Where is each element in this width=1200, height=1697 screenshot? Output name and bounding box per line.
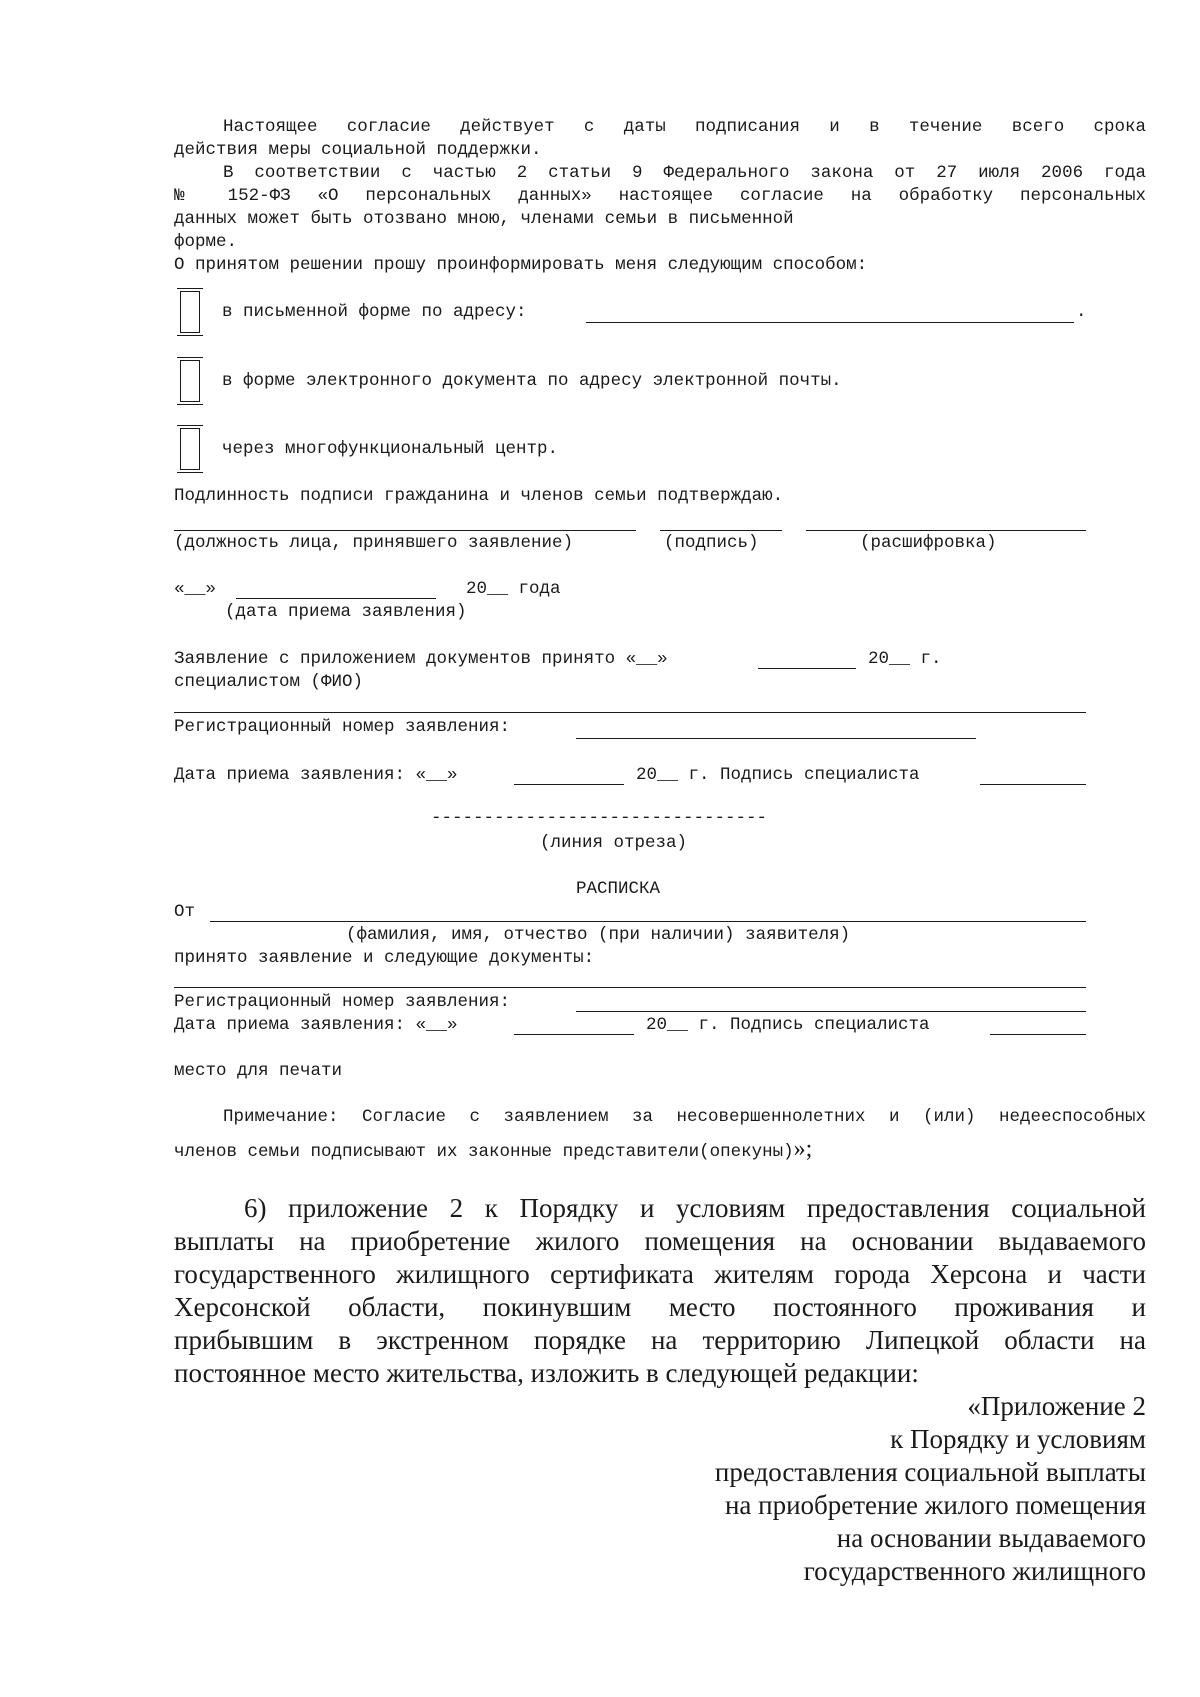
note-line-1: Примечание: Согласие с заявлением за несовершеннолетних и (или) недееспособных: [223, 1107, 1146, 1127]
specialist-label: специалистом (ФИО): [174, 672, 364, 692]
appendix-line-2: к Порядку и условиям: [890, 1424, 1146, 1454]
amendment-line-6: постоянное место жительства, изложить в следующей редакции:: [174, 1358, 919, 1388]
option-email-label: в форме электронного документа по адресу электронной почты.: [222, 371, 842, 391]
amendment-line-1: 6) приложение 2 к Порядку и условиям предоставления социальной: [244, 1193, 1146, 1223]
appendix-line-4: на приобретение жилого помещения: [724, 1490, 1146, 1520]
position-caption: (должность лица, принявшего заявление): [174, 533, 574, 553]
consent-line-1: Настоящее согласие действует с даты подписания и в течение всего срока: [223, 117, 1146, 137]
consent-line-4: № 152-ФЗ «О персональных данных» настоящее согласие на обработку персональных: [174, 186, 1146, 206]
receipt-reg-number-line[interactable]: [576, 1011, 1086, 1012]
receipt-date-text: Дата приема заявления: «__»: [174, 1015, 458, 1035]
receipt-documents-line[interactable]: [174, 987, 1086, 988]
date-month-line[interactable]: [236, 598, 436, 599]
amendment-line-5: прибывшим в экстренном порядке на территорию Липецкой области на: [174, 1325, 1146, 1355]
reg-number-line[interactable]: [576, 738, 976, 739]
appendix-line-6: государственного жилищного: [803, 1556, 1146, 1586]
consent-line-2: действия меры социальной поддержки.: [174, 140, 542, 160]
checkbox-email[interactable]: [180, 360, 200, 402]
option-postal-suffix: .: [1076, 302, 1087, 322]
receipt-from-line[interactable]: [210, 921, 1086, 922]
receipt-reg-number-label: Регистрационный номер заявления:: [174, 992, 511, 1012]
receipt-date-year-text: 20__ г. Подпись специалиста: [646, 1015, 930, 1035]
accepted-month-line[interactable]: [758, 668, 856, 669]
checkbox-postal[interactable]: [180, 291, 200, 333]
amendment-line-4: Херсонской области, покинувшим место постоянного проживания и: [174, 1292, 1146, 1322]
stamp-place-label: место для печати: [174, 1061, 343, 1081]
accept-specialist-sign-line[interactable]: [980, 784, 1086, 785]
accept-date-month-line[interactable]: [514, 784, 624, 785]
postal-address-line[interactable]: [586, 322, 1074, 323]
accepted-year-text: 20__ г.: [868, 649, 942, 669]
accepted-text: Заявление с приложением документов принято «__»: [174, 649, 668, 669]
receipt-from-label: От: [174, 902, 196, 922]
receipt-title: РАСПИСКА: [576, 879, 661, 899]
date-open-quote: «__»: [174, 579, 217, 599]
decoding-line[interactable]: [806, 530, 1086, 531]
decoding-caption: (расшифровка): [860, 533, 997, 553]
specialist-line[interactable]: [174, 712, 1086, 713]
note-line-2: членов семьи подписывают их законные представители(опекуны)»;: [174, 1136, 813, 1162]
position-line[interactable]: [174, 530, 636, 531]
date-caption: (дата приема заявления): [225, 602, 467, 622]
signature-line[interactable]: [660, 530, 782, 531]
signature-confirm-text: Подлинность подписи гражданина и членов семьи подтверждаю.: [174, 486, 784, 506]
amendment-line-2: выплаты на приобретение жилого помещения на основании выдаваемого: [174, 1226, 1146, 1256]
cut-line: --------------------------------: [431, 808, 768, 828]
option-mfc-label: через многофункциональный центр.: [222, 439, 559, 459]
receipt-from-caption: (фамилия, имя, отчество (при наличии) заявителя): [346, 925, 851, 945]
accept-date-text: Дата приема заявления: «__»: [174, 765, 458, 785]
receipt-date-month-line[interactable]: [514, 1034, 634, 1035]
consent-line-3: В соответствии с частью 2 статьи 9 Федерального закона от 27 июля 2006 года: [223, 163, 1146, 183]
amendment-line-3: государственного жилищного сертификата жителям города Херсона и части: [174, 1259, 1146, 1289]
receipt-accepted-label: принято заявление и следующие документы:: [174, 948, 595, 968]
appendix-title: «Приложение 2: [967, 1391, 1146, 1421]
option-postal-label: в письменной форме по адресу:: [222, 302, 527, 322]
appendix-line-3: предоставления социальной выплаты: [714, 1457, 1146, 1487]
date-year-text: 20__ года: [466, 579, 561, 599]
inform-method-heading: О принятом решении прошу проинформировать меня следующим способом:: [174, 255, 868, 275]
appendix-line-5: на основании выдаваемого: [836, 1523, 1146, 1553]
signature-caption: (подпись): [664, 533, 759, 553]
accept-date-year-text: 20__ г. Подпись специалиста: [636, 765, 920, 785]
reg-number-label: Регистрационный номер заявления:: [174, 717, 511, 737]
cut-line-caption: (линия отреза): [540, 833, 688, 853]
checkbox-mfc[interactable]: [180, 428, 200, 470]
consent-line-5: данных может быть отозвано мною, членами семьи в письменной: [174, 209, 794, 229]
receipt-specialist-sign-line[interactable]: [990, 1034, 1086, 1035]
consent-line-6: форме.: [174, 232, 238, 252]
